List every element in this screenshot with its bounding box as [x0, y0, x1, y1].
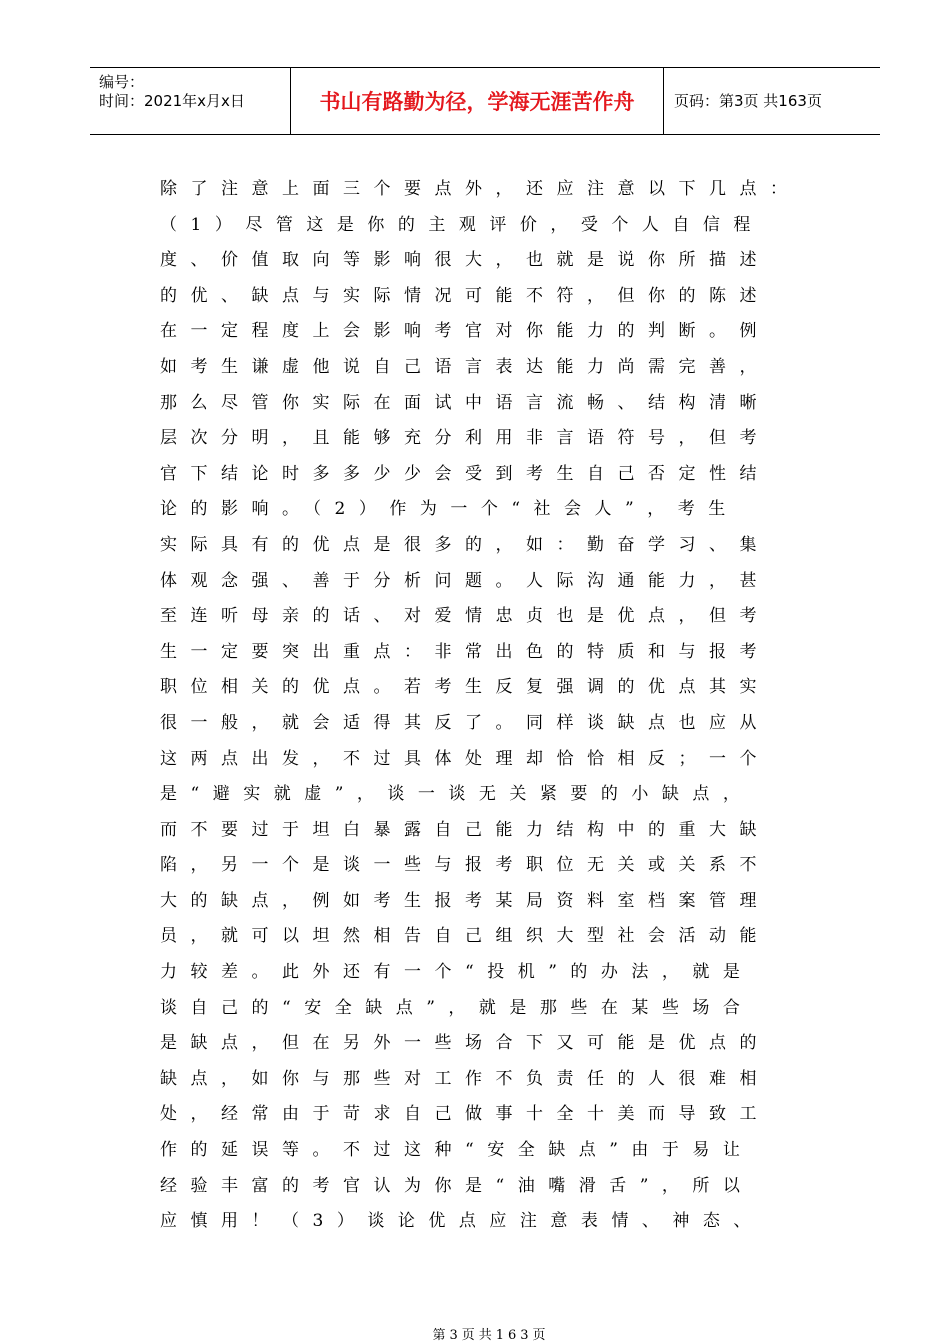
page-footer — [0, 1324, 950, 1343]
text-line: 员，就可以坦然相告自己组织大型社会活动能 — [160, 926, 770, 947]
text-line: 那么尽管你实际在面试中语言流畅、结构清晰 — [160, 392, 770, 413]
text-line: 经验丰富的考官认为你是“油嘴滑舌”，所以 — [160, 1175, 754, 1196]
text-line: 应慎用！（3）谈论优点应注意表情、神态、 — [160, 1211, 764, 1232]
text-line: 层次分明，且能够充分利用非言语符号，但考 — [160, 428, 770, 449]
text-line: 作的延误等。不过这种“安全缺点”由于易让 — [160, 1140, 754, 1161]
text-line: 论的影响。（2）作为一个“社会人”，考生 — [160, 499, 739, 520]
text-line: 是“避实就虚”，谈一谈无关紧要的小缺点， — [160, 784, 754, 805]
text-line: 的优、缺点与实际情况可能不符，但你的陈述 — [160, 285, 770, 306]
text-line: 是缺点，但在另外一些场合下又可能是优点的 — [160, 1033, 770, 1054]
page-header — [90, 67, 880, 135]
text-line: 很一般，就会适得其反了。同样谈缺点也应从 — [160, 712, 770, 733]
text-line: 实际具有的优点是很多的，如：勤奋学习、集 — [160, 534, 770, 555]
text-line: 缺点，如你与那些对工作不负责任的人很难相 — [160, 1068, 770, 1089]
document-number-label: 编号： — [99, 73, 145, 91]
body-text — [160, 172, 860, 1240]
text-line: 除了注意上面三个要点外，还应注意以下几点： — [160, 179, 801, 199]
text-line: 陷，另一个是谈一些与报考职位无关或关系不 — [160, 855, 770, 876]
header-page-number: 页码：第3页 共163页 — [674, 92, 822, 110]
footer-page-number: 第3页共163页 — [432, 1328, 550, 1343]
text-line: 如考生谦虚他说自己语言表达能力尚需完善， — [160, 356, 770, 377]
text-line: 这两点出发，不过具体处理却恰恰相反；一个 — [160, 748, 770, 769]
text-line: 官下结论时多多少少会受到考生自己否定性结 — [160, 463, 770, 484]
text-line: 力较差。此外还有一个“投机”的办法，就是 — [160, 962, 754, 983]
text-line: 生一定要突出重点：非常出色的特质和与报考 — [160, 641, 770, 662]
text-line: 在一定程度上会影响考官对你能力的判断。例 — [160, 321, 770, 342]
text-line: 职位相关的优点。若考生反复强调的优点其实 — [160, 677, 770, 698]
header-motto-cell — [291, 68, 664, 134]
text-line: 度、价值取向等影响很大，也就是说你所描述 — [160, 250, 770, 271]
text-line: 至连听母亲的话、对爱情忠贞也是优点，但考 — [160, 606, 770, 627]
text-line: 大的缺点，例如考生报考某局资料室档案管理 — [160, 890, 770, 911]
text-line: 处，经常由于苛求自己做事十全十美而导致工 — [160, 1104, 770, 1125]
text-line: 体观念强、善于分析问题。人际沟通能力，甚 — [160, 570, 770, 591]
text-line: 谈自己的“安全缺点”，就是那些在某些场合 — [160, 997, 754, 1018]
text-line: 而不要过于坦白暴露自己能力结构中的重大缺 — [160, 819, 770, 840]
header-info-cell — [90, 68, 291, 134]
document-time-label: 时间：2021年x月x日 — [99, 92, 245, 110]
text-line: （1）尽管这是你的主观评价，受个人自信程 — [160, 214, 764, 235]
header-page-cell — [664, 68, 880, 134]
header-motto: 书山有路勤为径，学海无涯苦作舟 — [319, 90, 635, 114]
